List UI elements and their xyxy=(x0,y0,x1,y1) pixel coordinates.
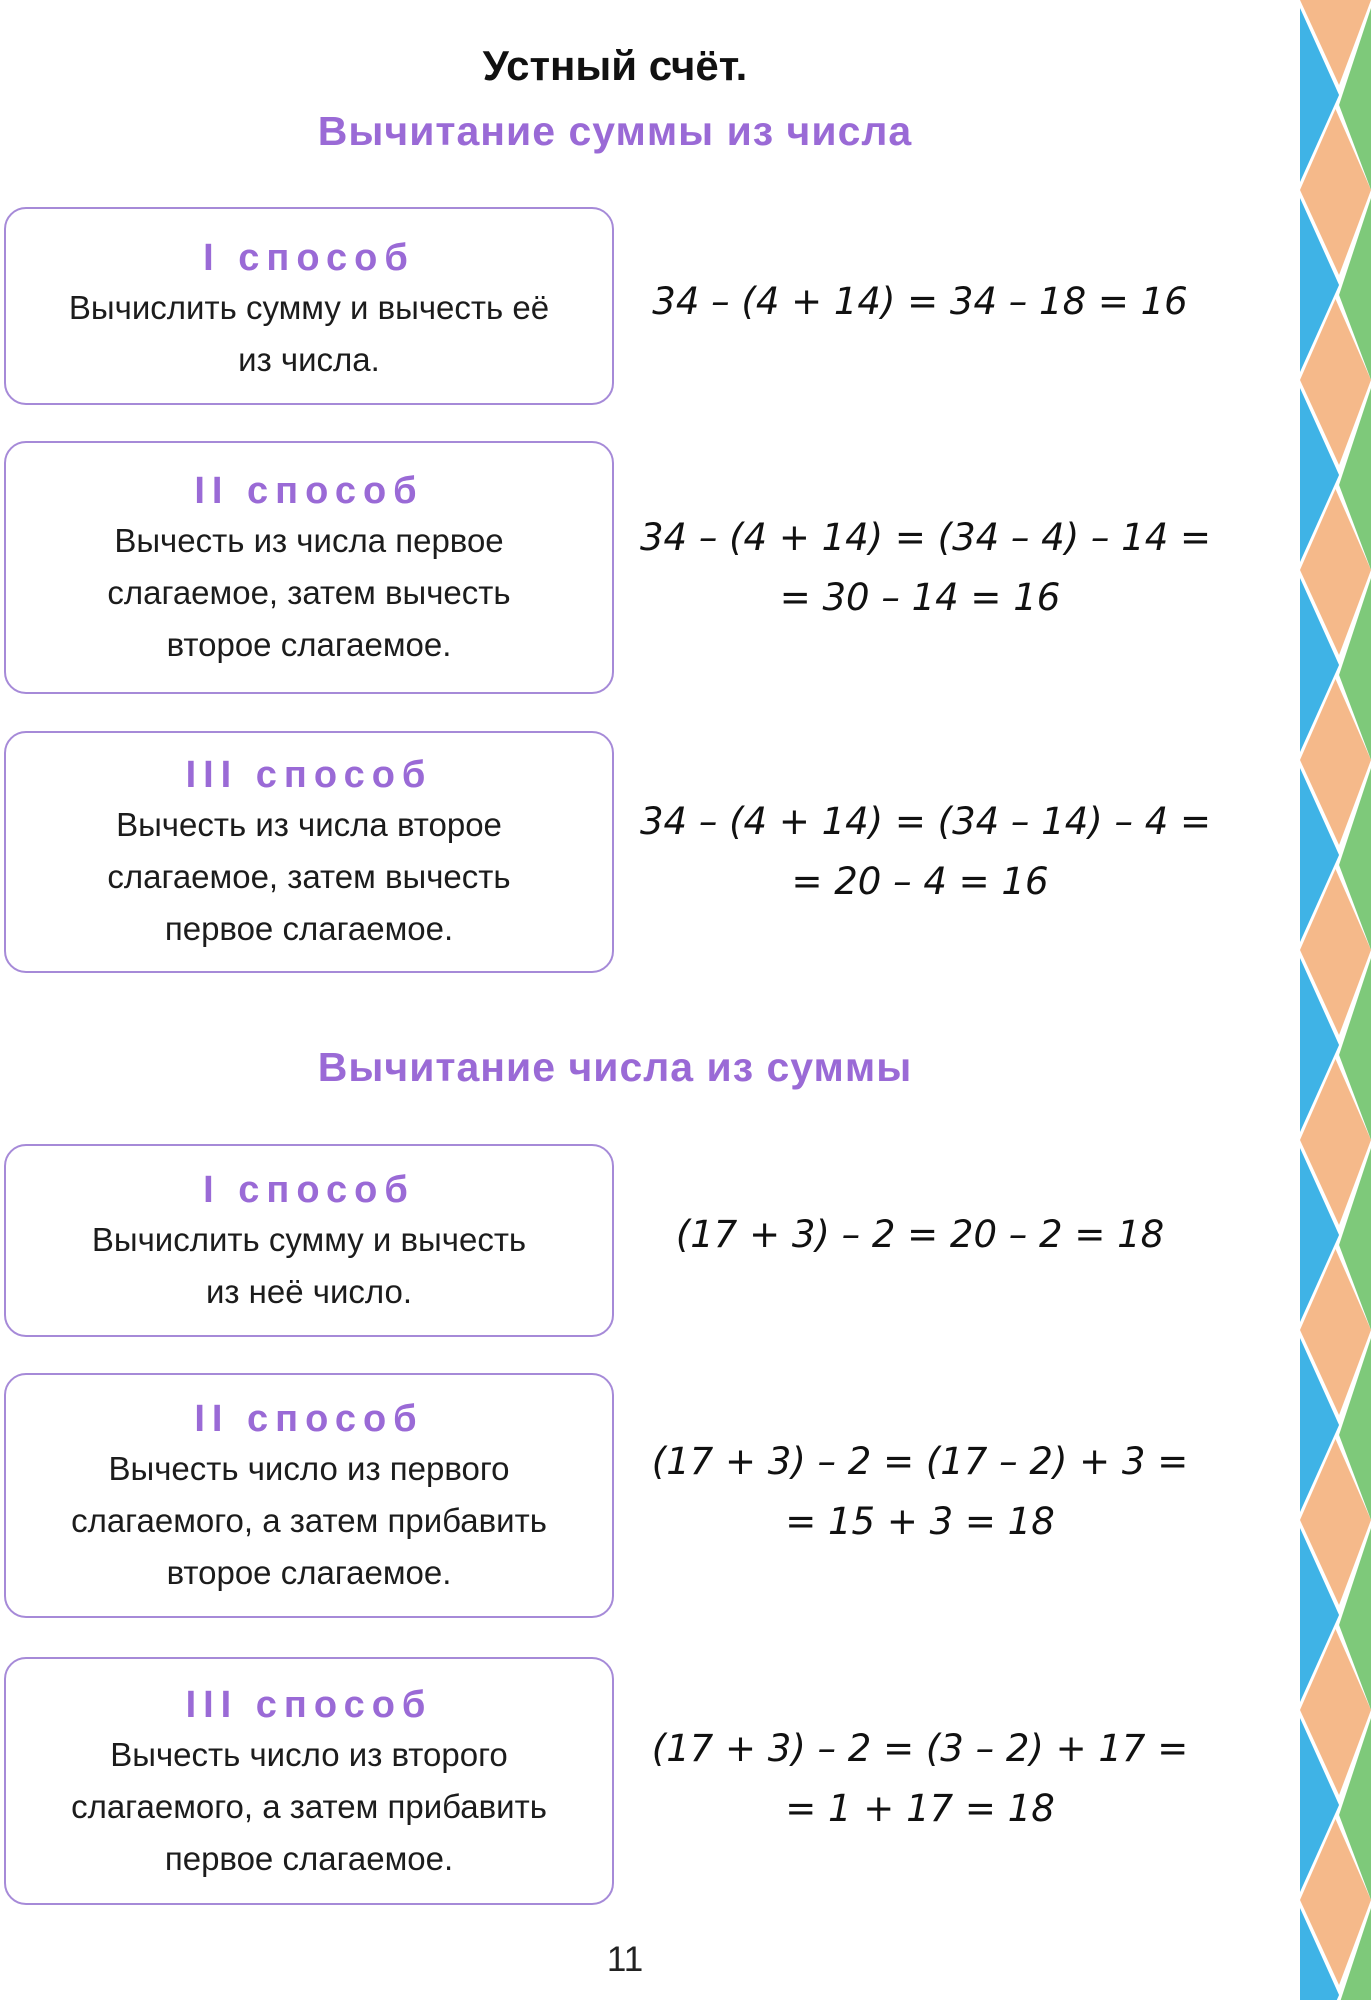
page-number: 11 xyxy=(606,1940,644,1979)
formula-line: 34 – (4 + 14) = (34 – 4) – 14 = xyxy=(640,516,1212,559)
method-text-line: Вычислить сумму и вычесть её xyxy=(68,289,550,326)
page-title: Устный счёт. xyxy=(482,42,748,89)
method-label: II способ xyxy=(194,1398,424,1440)
method-card xyxy=(4,1144,614,1337)
formula xyxy=(640,1432,1200,1552)
method-card xyxy=(4,1373,614,1618)
triangle-border-decoration xyxy=(1300,0,1371,2000)
formula-line: 34 – (4 + 14) = 34 – 18 = 16 xyxy=(652,280,1188,323)
formula-line: (17 + 3) – 2 = (17 – 2) + 3 = xyxy=(651,1440,1189,1483)
method-text-line: из неё число. xyxy=(205,1273,413,1310)
section-heading-1: Вычитание суммы из числа xyxy=(317,108,913,154)
formula xyxy=(640,1719,1200,1839)
formula-line: 34 – (4 + 14) = (34 – 14) – 4 = xyxy=(640,800,1212,843)
method-label: III способ xyxy=(185,754,433,796)
formula-line: = 1 + 17 = 18 xyxy=(785,1787,1055,1830)
method-text-line: Вычесть число из первого xyxy=(108,1450,510,1487)
formula-line: (17 + 3) – 2 = (3 – 2) + 17 = xyxy=(651,1727,1189,1770)
formula xyxy=(640,792,1212,912)
method-text-line: Вычесть число из второго xyxy=(110,1736,508,1773)
method-text-line: Вычесть из числа второе xyxy=(116,806,502,843)
method-label: I способ xyxy=(203,1169,415,1211)
method-text-line: слагаемое, затем вычесть xyxy=(107,574,511,611)
method-card xyxy=(4,441,614,694)
method-card xyxy=(4,1657,614,1905)
method-text-line: из числа. xyxy=(238,341,380,378)
method-text-line: первое слагаемое. xyxy=(164,910,454,947)
method-text-line: второе слагаемое. xyxy=(166,626,452,663)
method-text-line: слагаемое, затем вычесть xyxy=(107,858,511,895)
method-text-line: слагаемого, а затем прибавить xyxy=(71,1502,547,1539)
method-label: II способ xyxy=(194,470,424,512)
formula xyxy=(640,272,1200,332)
method-card xyxy=(4,207,614,405)
method-card xyxy=(4,731,614,973)
method-text-line: первое слагаемое. xyxy=(164,1840,454,1877)
formula-line: = 15 + 3 = 18 xyxy=(785,1500,1055,1543)
method-text-line: Вычислить сумму и вычесть xyxy=(91,1221,527,1258)
formula xyxy=(640,508,1212,628)
section-heading-2: Вычитание числа из суммы xyxy=(317,1044,913,1090)
formula-line: = 30 – 14 = 16 xyxy=(779,576,1061,619)
method-text-line: слагаемого, а затем прибавить xyxy=(71,1788,547,1825)
method-label: III способ xyxy=(185,1684,433,1726)
method-text-line: второе слагаемое. xyxy=(166,1554,452,1591)
formula-line: (17 + 3) – 2 = 20 – 2 = 18 xyxy=(675,1213,1165,1256)
method-text-line: Вычесть из числа первое xyxy=(114,522,504,559)
formula xyxy=(640,1205,1200,1265)
method-label: I способ xyxy=(203,237,415,279)
formula-line: = 20 – 4 = 16 xyxy=(791,860,1049,903)
